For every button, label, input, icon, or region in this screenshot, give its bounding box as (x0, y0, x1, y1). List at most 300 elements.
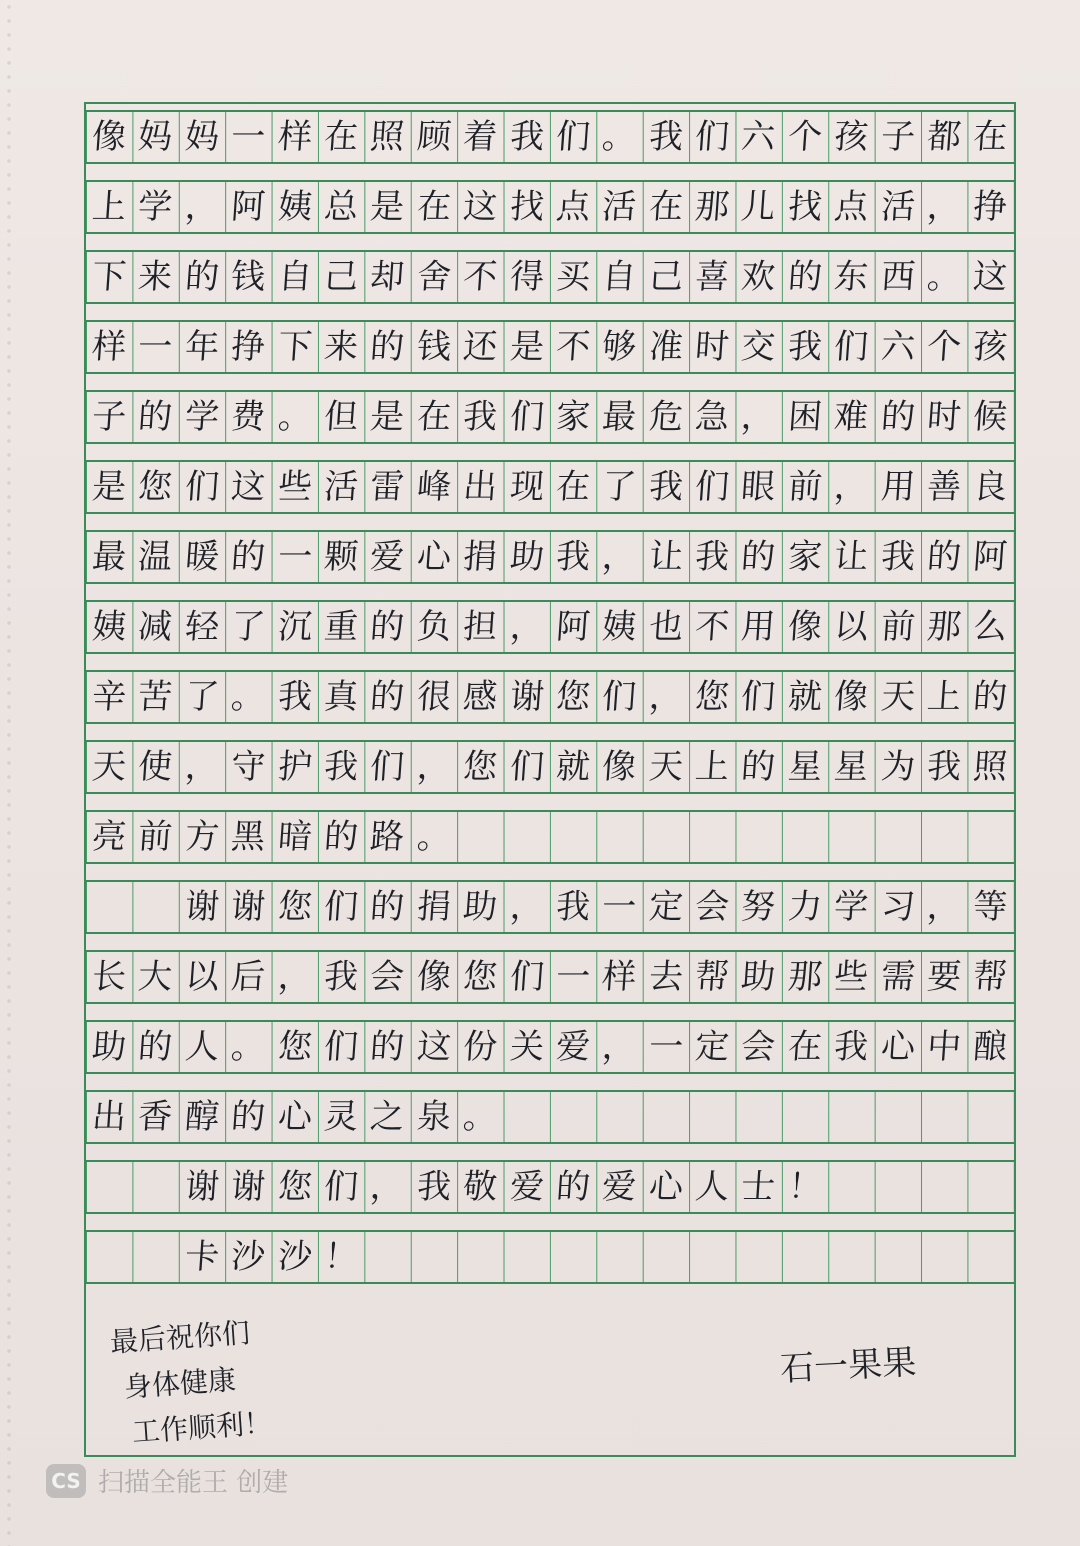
grid-character: 爱 (369, 537, 406, 577)
grid-character: 卡 (183, 1237, 221, 1277)
grid-character: ， (183, 187, 221, 227)
grid-character: 前 (879, 607, 917, 647)
grid-character: 活 (601, 187, 638, 227)
grid-character: 挣 (972, 187, 1010, 227)
grid-character: 峰 (415, 467, 453, 507)
grid-character: ， (276, 957, 314, 997)
grid-character: 负 (415, 607, 453, 647)
grid-character: 是 (369, 397, 406, 437)
grid-character: 黑 (229, 817, 267, 857)
grid-character: 舍 (415, 257, 453, 297)
grid-character: 己 (322, 257, 360, 297)
grid-character: 像 (415, 957, 453, 997)
grid-character: 需 (879, 957, 917, 997)
grid-character: 苦 (137, 677, 174, 717)
grid-character: 时 (693, 327, 731, 367)
grid-character: 的 (925, 537, 963, 577)
grid-character: 在 (972, 117, 1010, 157)
text-row (86, 1230, 1014, 1284)
grid-character: ， (369, 1167, 406, 1207)
grid-character: 照 (972, 747, 1010, 787)
text-row-line (86, 882, 1014, 932)
scanner-watermark (46, 1462, 288, 1499)
grid-character: 会 (740, 1027, 778, 1067)
grid-character: 让 (647, 537, 685, 577)
grid-character: 的 (369, 1027, 406, 1067)
grid-character: 您 (276, 1027, 314, 1067)
grid-character: 年 (183, 327, 221, 367)
grid-character: 用 (879, 467, 917, 507)
grid-character: 西 (879, 257, 917, 297)
grid-character: 急 (693, 397, 731, 437)
grid-character: 顾 (415, 117, 453, 157)
grid-character: 在 (322, 117, 360, 157)
grid-character: 沉 (276, 607, 314, 647)
text-row-line (86, 532, 1014, 582)
grid-character: 泉 (415, 1097, 453, 1137)
grid-character: 妈 (137, 117, 174, 157)
text-row (86, 1090, 1014, 1144)
grid-character: 像 (90, 117, 128, 157)
grid-character: 的 (369, 607, 406, 647)
grid-character: 点 (554, 187, 592, 227)
text-row-line (86, 252, 1014, 302)
grid-character: 酿 (972, 1027, 1010, 1067)
grid-character: 。 (229, 677, 267, 717)
grid-character: 了 (183, 677, 221, 717)
text-row-line (86, 1162, 1014, 1212)
text-row-line (86, 392, 1014, 442)
grid-character: 士 (740, 1167, 778, 1207)
grid-character: 方 (183, 817, 221, 857)
grid-character: 挣 (229, 327, 267, 367)
grid-character: 会 (693, 887, 731, 927)
grid-character: 大 (137, 957, 174, 997)
grid-character: 了 (601, 467, 638, 507)
grid-character: 们 (693, 467, 731, 507)
grid-character: 眼 (740, 467, 778, 507)
grid-character: 谢 (229, 1167, 267, 1207)
text-row (86, 950, 1014, 1004)
grid-character: 活 (879, 187, 917, 227)
grid-character: 定 (693, 1027, 731, 1067)
grid-character: 长 (90, 957, 128, 997)
grid-character: 这 (229, 467, 267, 507)
grid-character: 后 (229, 957, 267, 997)
grid-character: 您 (276, 1167, 314, 1207)
grid-character: 亮 (90, 817, 128, 857)
grid-character: 的 (369, 887, 406, 927)
grid-character (131, 1162, 181, 1212)
grid-character: 就 (786, 677, 824, 717)
text-row-line (86, 322, 1014, 372)
text-row-line (86, 602, 1014, 652)
grid-character: 我 (554, 537, 592, 577)
grid-character: 危 (647, 397, 685, 437)
grid-character: 是 (90, 467, 128, 507)
closing-line-1: 最后祝你们 (108, 1316, 251, 1359)
grid-character: 您 (276, 887, 314, 927)
binding-holes (4, 0, 14, 1546)
grid-character: 您 (461, 747, 499, 787)
grid-character: 用 (740, 607, 778, 647)
grid-character: 的 (137, 397, 174, 437)
grid-character: 感 (461, 677, 499, 717)
grid-character: 都 (925, 117, 963, 157)
grid-character: 学 (137, 187, 174, 227)
grid-character: 之 (369, 1097, 406, 1137)
grid-character: 。 (461, 1097, 499, 1137)
grid-character: 学 (183, 397, 221, 437)
grid-character: 前 (786, 467, 824, 507)
grid-character: 儿 (740, 187, 778, 227)
grid-character: 也 (647, 607, 685, 647)
grid-character: 为 (879, 747, 917, 787)
grid-character: 轻 (183, 607, 221, 647)
grid-character: 出 (461, 467, 499, 507)
grid-character: 谢 (508, 677, 546, 717)
writing-grid (84, 102, 1016, 1457)
grid-character: 雷 (369, 467, 406, 507)
text-row (86, 250, 1014, 304)
grid-character: 助 (90, 1027, 128, 1067)
grid-character: 谢 (183, 887, 221, 927)
grid-character: 找 (508, 187, 546, 227)
grid-character: 姨 (601, 607, 638, 647)
grid-character: ， (925, 187, 963, 227)
grid-character: 就 (554, 747, 592, 787)
text-row (86, 1160, 1014, 1214)
grid-character: 暗 (276, 817, 314, 857)
grid-character: 力 (786, 887, 824, 927)
grid-character: 善 (925, 467, 963, 507)
grid-character: 使 (137, 747, 174, 787)
grid-character: 上 (925, 677, 963, 717)
grid-character: 上 (90, 187, 128, 227)
grid-character: 在 (415, 397, 453, 437)
grid-character: 温 (137, 537, 174, 577)
grid-character: 让 (833, 537, 870, 577)
grid-character: 下 (90, 257, 128, 297)
grid-character: 星 (786, 747, 824, 787)
grid-character: 样 (276, 117, 314, 157)
grid-character: 难 (833, 397, 870, 437)
grid-character: 六 (879, 327, 917, 367)
grid-character: ， (415, 747, 453, 787)
grid-character: 够 (601, 327, 638, 367)
text-row (86, 670, 1014, 724)
grid-character: 个 (925, 327, 963, 367)
grid-character: ， (183, 747, 221, 787)
grid-character: 家 (554, 397, 592, 437)
grid-character: 习 (879, 887, 917, 927)
text-row-line (86, 742, 1014, 792)
grid-character: ！ (786, 1167, 824, 1207)
grid-character: 一 (276, 537, 314, 577)
grid-character: 沙 (276, 1237, 314, 1277)
grid-character: 们 (693, 117, 731, 157)
grid-character (84, 1162, 134, 1212)
grid-character: 们 (508, 747, 546, 787)
grid-character: 助 (740, 957, 778, 997)
grid-character: 良 (972, 467, 1010, 507)
grid-character: 学 (833, 887, 870, 927)
grid-character: 们 (740, 677, 778, 717)
grid-character: 是 (369, 187, 406, 227)
grid-character: 捐 (415, 887, 453, 927)
grid-character: 那 (693, 187, 731, 227)
grid-character: ， (740, 397, 778, 437)
grid-character: 我 (322, 957, 360, 997)
grid-character: 得 (508, 257, 546, 297)
grid-character: 。 (276, 397, 314, 437)
grid-character: 活 (322, 467, 360, 507)
grid-character: 。 (925, 257, 963, 297)
grid-character (131, 882, 181, 932)
grid-character: 的 (879, 397, 917, 437)
grid-character: ， (508, 607, 546, 647)
grid-character: 总 (322, 187, 360, 227)
grid-character: 时 (925, 397, 963, 437)
grid-character: 颗 (322, 537, 360, 577)
grid-character: 助 (508, 537, 546, 577)
grid-character: 点 (833, 187, 870, 227)
grid-character: 心 (647, 1167, 685, 1207)
grid-character: 爱 (508, 1167, 546, 1207)
grid-character: 妈 (183, 117, 221, 157)
grid-character: 喜 (693, 257, 731, 297)
text-row-line (86, 1022, 1014, 1072)
grid-character: 您 (137, 467, 174, 507)
grid-character: 们 (833, 327, 870, 367)
grid-character: 中 (925, 1027, 963, 1067)
grid-character: 护 (276, 747, 314, 787)
grid-character: 们 (369, 747, 406, 787)
text-row (86, 110, 1014, 164)
grid-character: 我 (833, 1027, 870, 1067)
grid-character: 么 (972, 607, 1010, 647)
grid-character: 我 (879, 537, 917, 577)
grid-character: 灵 (322, 1097, 360, 1137)
grid-character: 照 (369, 117, 406, 157)
grid-character: 我 (554, 887, 592, 927)
grid-character: 的 (369, 677, 406, 717)
grid-character: ！ (322, 1237, 360, 1277)
grid-character: 自 (276, 257, 314, 297)
grid-character: 的 (740, 537, 778, 577)
grid-character: 心 (879, 1027, 917, 1067)
grid-character: 们 (322, 1027, 360, 1067)
grid-character: 像 (833, 677, 870, 717)
text-row (86, 810, 1014, 864)
grid-character: 等 (972, 887, 1010, 927)
text-row (86, 740, 1014, 794)
text-row-line (86, 672, 1014, 722)
grid-character: 。 (601, 117, 638, 157)
grid-character: 的 (554, 1167, 592, 1207)
grid-character: 的 (183, 257, 221, 297)
grid-character: 子 (879, 117, 917, 157)
grid-character: ， (833, 467, 870, 507)
grid-character: 了 (229, 607, 267, 647)
grid-character: 阿 (554, 607, 592, 647)
grid-character: 是 (508, 327, 546, 367)
grid-character: 像 (786, 607, 824, 647)
grid-character: 我 (925, 747, 963, 787)
grid-character: 重 (322, 607, 360, 647)
grid-character: 着 (461, 117, 499, 157)
grid-character: ， (925, 887, 963, 927)
grid-character: 候 (972, 397, 1010, 437)
grid-character: 天 (879, 677, 917, 717)
grid-character: 在 (415, 187, 453, 227)
grid-character: 阿 (229, 187, 267, 227)
grid-character: 您 (461, 957, 499, 997)
grid-character: 家 (786, 537, 824, 577)
grid-character: 这 (972, 257, 1010, 297)
text-row (86, 530, 1014, 584)
grid-character: 很 (415, 677, 453, 717)
grid-character: 姨 (90, 607, 128, 647)
grid-character: 以 (833, 607, 870, 647)
grid-character: 不 (554, 327, 592, 367)
grid-character: 那 (925, 607, 963, 647)
grid-character: 这 (461, 187, 499, 227)
grid-character: 去 (647, 957, 685, 997)
grid-character: 一 (137, 327, 174, 367)
grid-character: 子 (90, 397, 128, 437)
grid-character: 沙 (229, 1237, 267, 1277)
grid-character: 真 (322, 677, 360, 717)
text-row (86, 600, 1014, 654)
grid-character: 现 (508, 467, 546, 507)
text-row (86, 180, 1014, 234)
grid-character: 星 (833, 747, 870, 787)
grid-character: 要 (925, 957, 963, 997)
text-row-line (86, 182, 1014, 232)
grid-character: 准 (647, 327, 685, 367)
text-row-line (86, 812, 1014, 862)
grid-character: 这 (415, 1027, 453, 1067)
grid-character: 帮 (693, 957, 731, 997)
grid-character: 爱 (554, 1027, 592, 1067)
grid-character: 谢 (229, 887, 267, 927)
text-row (86, 320, 1014, 374)
grid-character: 份 (461, 1027, 499, 1067)
grid-character: 定 (647, 887, 685, 927)
grid-character: 困 (786, 397, 824, 437)
grid-character: 出 (90, 1097, 128, 1137)
grid-character: 们 (183, 467, 221, 507)
grid-character: 们 (508, 957, 546, 997)
grid-character: 的 (322, 817, 360, 857)
grid-character: 但 (322, 397, 360, 437)
grid-character: 却 (369, 257, 406, 297)
grid-character: 自 (601, 257, 638, 297)
grid-character: 们 (508, 397, 546, 437)
grid-character: 路 (369, 817, 406, 857)
grid-character: 交 (740, 327, 778, 367)
text-row (86, 460, 1014, 514)
grid-character: 我 (276, 677, 314, 717)
grid-character: 孩 (833, 117, 870, 157)
grid-character: 捐 (461, 537, 499, 577)
grid-character: 像 (601, 747, 638, 787)
text-row (86, 390, 1014, 444)
signature: 石一果果 (779, 1342, 918, 1390)
grid-character: 来 (137, 257, 174, 297)
grid-character: 阿 (972, 537, 1010, 577)
grid-character: 的 (229, 537, 267, 577)
grid-character: 找 (786, 187, 824, 227)
grid-character: 。 (415, 817, 453, 857)
grid-character: 不 (693, 607, 731, 647)
grid-character: 辛 (90, 677, 128, 717)
text-row-line (86, 1232, 1014, 1282)
grid-character: 些 (276, 467, 314, 507)
grid-character: 您 (554, 677, 592, 717)
grid-character: 香 (137, 1097, 174, 1137)
grid-character: 还 (461, 327, 499, 367)
grid-character: 心 (276, 1097, 314, 1137)
grid-character: 人 (183, 1027, 221, 1067)
grid-character (84, 882, 134, 932)
grid-character: 暖 (183, 537, 221, 577)
grid-character: 一 (601, 887, 638, 927)
grid-character: 。 (229, 1027, 267, 1067)
grid-character: 心 (415, 537, 453, 577)
grid-character: ， (508, 887, 546, 927)
grid-character: 会 (369, 957, 406, 997)
grid-character: 醇 (183, 1097, 221, 1137)
grid-character: 的 (229, 1097, 267, 1137)
grid-character: 在 (554, 467, 592, 507)
grid-character: 那 (786, 957, 824, 997)
grid-character: ， (647, 677, 685, 717)
grid-character: 爱 (601, 1167, 638, 1207)
grid-character: 帮 (972, 957, 1010, 997)
grid-character: 人 (693, 1167, 731, 1207)
grid-character: 上 (693, 747, 731, 787)
grid-character: 我 (415, 1167, 453, 1207)
grid-character: 在 (647, 187, 685, 227)
grid-character: 们 (322, 887, 360, 927)
grid-character: ， (601, 1027, 638, 1067)
grid-character: 前 (137, 817, 174, 857)
grid-character: 些 (833, 957, 870, 997)
text-row-line (86, 1092, 1014, 1142)
grid-character: 最 (601, 397, 638, 437)
grid-character: 一 (554, 957, 592, 997)
grid-character (131, 1232, 181, 1282)
grid-character: 最 (90, 537, 128, 577)
grid-character: 个 (786, 117, 824, 157)
grid-character: 的 (972, 677, 1010, 717)
grid-character: 一 (647, 1027, 685, 1067)
grid-character: 努 (740, 887, 778, 927)
grid-character: 东 (833, 257, 870, 297)
grid-character: 的 (369, 327, 406, 367)
grid-character: 钱 (229, 257, 267, 297)
grid-character: 您 (693, 677, 731, 717)
grid-character: 来 (322, 327, 360, 367)
grid-character: 我 (508, 117, 546, 157)
grid-character: 守 (229, 747, 267, 787)
grid-character: 的 (137, 1027, 174, 1067)
text-row (86, 880, 1014, 934)
closing-line-3: 工作顺利！ (130, 1406, 273, 1449)
grid-character: 减 (137, 607, 174, 647)
